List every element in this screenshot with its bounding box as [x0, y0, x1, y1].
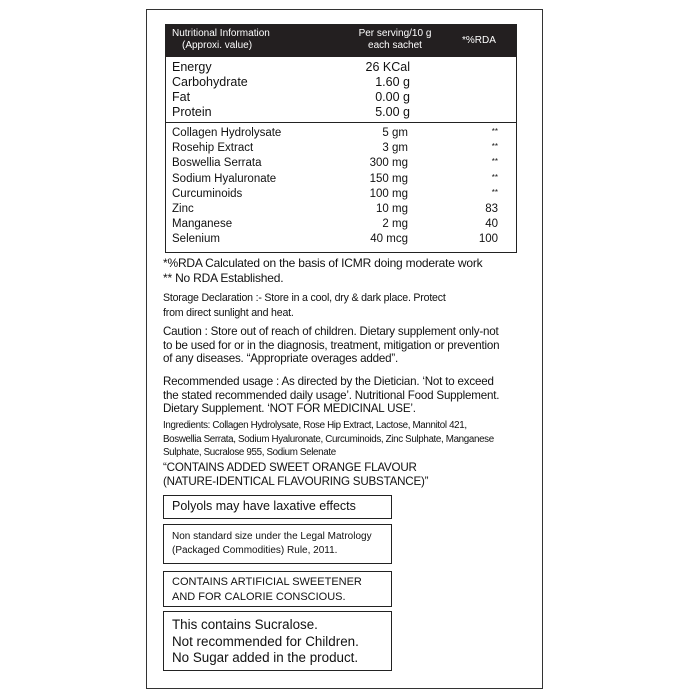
rda-notes: *%RDA Calculated on the basis of ICMR doing moderate work ** No RDA Established.	[163, 256, 483, 285]
header-per-serving: Per serving/10 g each sachet	[358, 28, 432, 51]
polyols-warning-box: Polyols may have laxative effects	[163, 495, 392, 519]
legal-metrology-box: Non standard size under the Legal Matrology (Packaged Commodities) Rule, 2011.	[163, 524, 392, 564]
table-row: Boswellia Serrata 300 mg **	[172, 157, 498, 170]
storage-declaration: Storage Declaration :- Store in a cool, dry & dark place. Protect from direct sunlight and heat.	[163, 292, 446, 319]
table-row: Curcuminoids 100 mg **	[172, 187, 498, 200]
table-header	[166, 25, 516, 57]
flavour-statement: “CONTAINS ADDED SWEET ORANGE FLAVOUR (NATURE-IDENTICAL FLAVOURING SUBSTANCE)”	[163, 461, 429, 488]
table-row: Energy 26 KCal	[172, 60, 410, 74]
table-row: Carbohydrate 1.60 g	[172, 75, 410, 89]
table-row: Fat 0.00 g	[172, 90, 410, 104]
table-row: Sodium Hyaluronate 150 mg **	[172, 172, 498, 185]
table-row: Rosehip Extract 3 gm **	[172, 142, 498, 155]
header-rda: *%RDA	[462, 35, 496, 46]
recommended-usage: Recommended usage : As directed by the Dietician. ‘Not to exceed the stated recommended daily usage’. Nutritional Food Supplement. Dietary Supplement. ‘NOT FOR MEDICINAL USE’.	[163, 375, 500, 415]
table-row: Selenium 40 mcg 100	[172, 233, 498, 246]
header-nutrition-info: Nutritional Information (Approxi. value)	[172, 28, 270, 51]
sucralose-box: This contains Sucralose. Not recommended for Children. No Sugar added in the product.	[163, 611, 392, 671]
artificial-sweetener-box: CONTAINS ARTIFICIAL SWEETENER AND FOR CALORIE CONSCIOUS.	[163, 571, 392, 607]
table-row: Manganese 2 mg 40	[172, 218, 498, 231]
table-row: Protein 5.00 g	[172, 105, 410, 119]
ingredient-rows	[166, 123, 516, 252]
table-row: Collagen Hydrolysate 5 gm **	[172, 127, 498, 139]
ingredients-list: Ingredients: Collagen Hydrolysate, Rose Hip Extract, Lactose, Mannitol 421, Boswellia Serrata, Sodium Hyaluronate, Curcuminoids, Zinc Sulphate, Manganese Sulphate, Sucralose 955, Sodium Selenate	[163, 420, 494, 458]
nutrition-table	[165, 24, 517, 253]
caution-text: Caution : Store out of reach of children. Dietary supplement only-not to be used for or in the diagnosis, treatment, mitigation or prevention of any diseases. “Appropriate overages added”.	[163, 325, 500, 365]
table-row: Zinc 10 mg 83	[172, 202, 498, 215]
macro-rows	[166, 57, 516, 123]
